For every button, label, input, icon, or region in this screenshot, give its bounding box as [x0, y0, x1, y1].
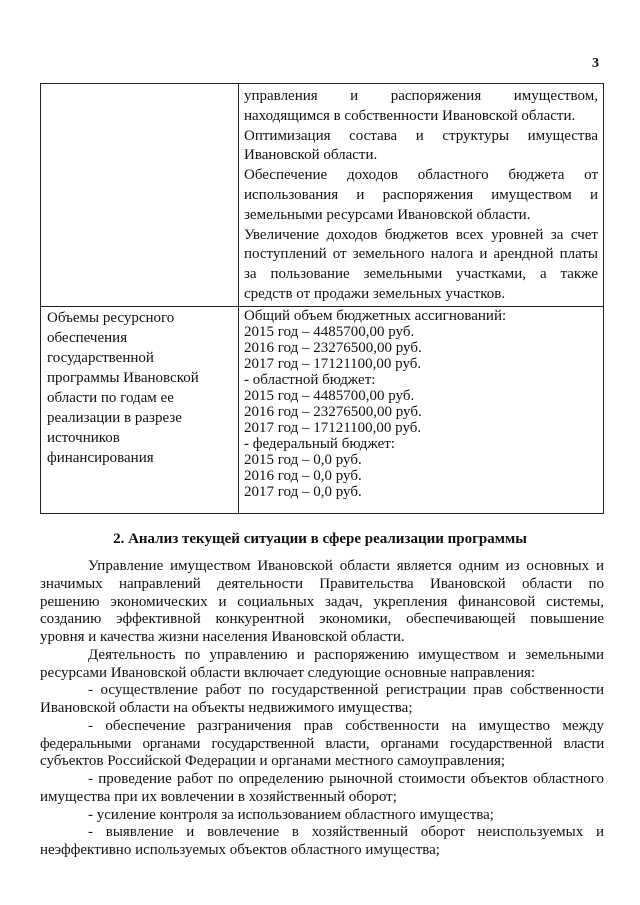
body-text	[40, 558, 604, 860]
table-cell-funding-values	[244, 308, 598, 500]
cell-line: Оптимизация состава и структуры имущества	[244, 127, 598, 144]
cell-line: Увеличение доходов бюджетов всех уровней за счет	[244, 226, 598, 243]
body-line: - усиление контроля за использованием областного имущества;	[88, 806, 494, 823]
cell-line: Ивановской области.	[244, 147, 378, 164]
program-passport-table	[40, 83, 604, 514]
body-line: федеральными органами государственной власти, органами государственной власти	[40, 735, 604, 752]
cell-line: 2015 год – 4485700,00 руб.	[244, 388, 415, 404]
body-line: созданию эффективной конкурентной экономики, обеспечивающей повышение	[40, 611, 604, 628]
cell-line: 2016 год – 23276500,00 руб.	[244, 340, 422, 356]
body-line: решению экономических и социальных задач, укрепления финансовой системы,	[40, 593, 604, 610]
page-number: 3	[592, 56, 599, 71]
body-line: - выявление и вовлечение в хозяйственный оборот неиспользуемых и	[88, 824, 604, 841]
body-line: неэффективно используемых объектов областного имущества;	[40, 842, 440, 858]
cell-line: Обеспечение доходов областного бюджета от	[244, 167, 598, 184]
body-line: значимых направлений деятельности Правительства Ивановской области по	[40, 575, 604, 592]
table-cell-funding-label	[47, 308, 232, 468]
cell-line: Объемы ресурсного	[47, 310, 175, 326]
cell-line: поступлений от земельного налога и арендной платы	[244, 246, 598, 263]
cell-line: финансирования	[47, 450, 154, 466]
cell-line: источников	[47, 430, 120, 446]
cell-line: - федеральный бюджет:	[244, 436, 395, 452]
body-line: - проведение работ по определению рыночной стоимости объектов областного	[88, 771, 604, 787]
cell-line: обеспечения	[47, 330, 128, 346]
cell-line: за пользование земельными участками, а также	[244, 266, 598, 283]
cell-line: государственной	[47, 350, 154, 366]
cell-line: находящимся в собственности Ивановской области.	[244, 107, 576, 124]
cell-line: 2017 год – 0,0 руб.	[244, 484, 362, 500]
body-line: уровня и качества жизни населения Ивановской области.	[40, 629, 405, 645]
table-row-divider	[41, 306, 603, 307]
cell-line: 2017 год – 17121100,00 руб.	[244, 356, 422, 372]
cell-line: управления и распоряжения имуществом,	[244, 88, 598, 104]
cell-line: - областной бюджет:	[244, 372, 376, 388]
body-line: субъектов Российской Федерации и органами местного самоуправления;	[40, 753, 506, 770]
cell-line: 2015 год – 0,0 руб.	[244, 452, 362, 468]
body-line: Управление имуществом Ивановской области является одним из основных и	[88, 558, 604, 574]
cell-line: Общий объем бюджетных ассигнований:	[244, 308, 507, 324]
body-line: Деятельность по управлению и распоряжению имуществом и земельными	[88, 646, 604, 663]
body-line: Ивановской области на объекты недвижимого имущества;	[40, 700, 413, 716]
body-line: - осуществление работ по государственной регистрации прав собственности	[88, 682, 604, 699]
cell-line: 2017 год – 17121100,00 руб.	[244, 420, 422, 436]
cell-line: программы Ивановской	[47, 370, 199, 386]
cell-line: земельными ресурсами Ивановской области.	[244, 206, 531, 223]
cell-line: 2016 год – 0,0 руб.	[244, 468, 362, 484]
cell-line: 2015 год – 4485700,00 руб.	[244, 324, 415, 340]
section-heading: 2. Анализ текущей ситуации в сфере реализации программы	[113, 531, 527, 547]
body-line: ресурсами Ивановской области включает следующие основные направления:	[40, 664, 536, 681]
table-cell-goals	[244, 87, 598, 305]
cell-line: средств от продажи земельных участков.	[244, 285, 506, 302]
body-line: - обеспечение разграничения прав собственности на имущество между	[88, 717, 604, 734]
cell-line: реализации в разрезе	[47, 410, 182, 426]
body-line: имущества при их вовлечении в хозяйственный оборот;	[40, 788, 397, 805]
table-column-divider	[238, 84, 239, 513]
cell-line: использования и распоряжения имуществом и	[244, 186, 598, 203]
cell-line: области по годам ее	[47, 390, 174, 406]
cell-line: 2016 год – 23276500,00 руб.	[244, 404, 422, 420]
